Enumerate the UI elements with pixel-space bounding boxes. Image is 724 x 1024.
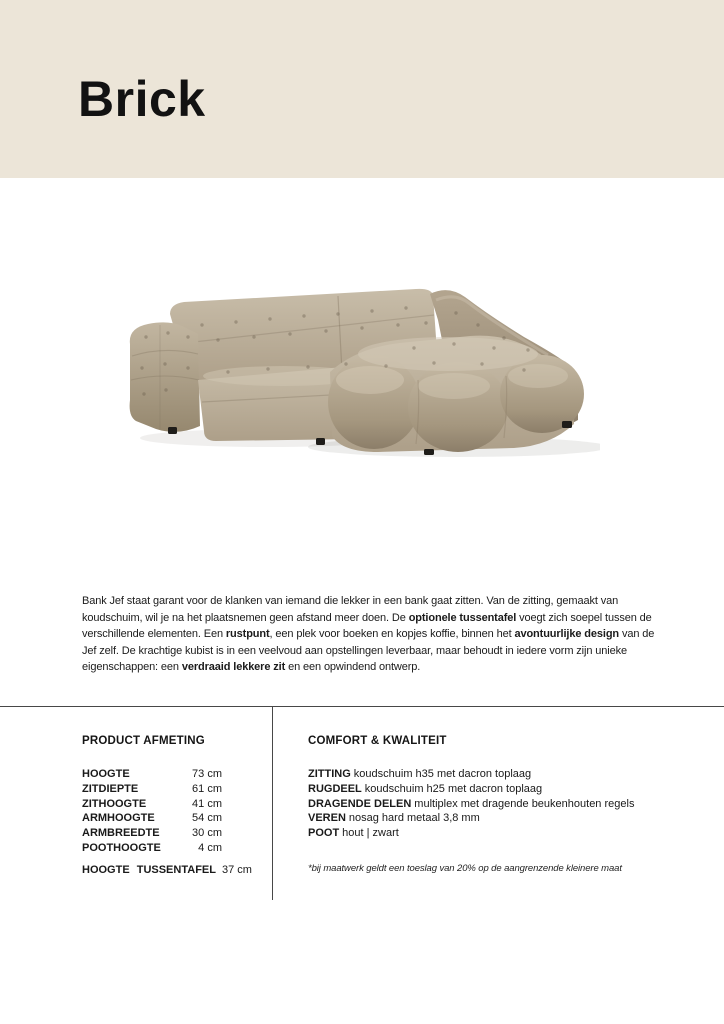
table-row bbox=[82, 782, 222, 797]
table-row bbox=[82, 826, 222, 841]
table-row bbox=[82, 841, 222, 856]
spec-value: 37 cm bbox=[222, 864, 252, 876]
table-row bbox=[308, 826, 648, 841]
dimensions-rows bbox=[82, 767, 222, 856]
table-row bbox=[82, 811, 222, 826]
spec-value: 54 cm bbox=[192, 812, 222, 825]
comfort-heading: COMFORT & KWALITEIT bbox=[308, 735, 447, 747]
table-row bbox=[82, 767, 222, 782]
spec-value: 30 cm bbox=[192, 827, 222, 839]
spec-label: RUGDEEL bbox=[308, 782, 362, 795]
table-row bbox=[308, 767, 648, 782]
dimensions-column bbox=[82, 735, 282, 876]
table-row bbox=[308, 782, 648, 797]
spec-value: 73 cm bbox=[192, 768, 222, 780]
spec-value: koudschuim h25 met dacron toplaag bbox=[364, 782, 543, 795]
spec-value: 61 cm bbox=[192, 782, 222, 795]
spec-label: ZITDIEPTE bbox=[82, 782, 139, 795]
sofa-left-arm bbox=[130, 322, 200, 431]
table-row bbox=[82, 797, 222, 812]
spec-value: koudschuim h35 met dacron toplaag bbox=[353, 768, 532, 780]
product-photo-sofa-illustration bbox=[118, 280, 600, 458]
spec-value: nosag hard metaal 3,8 mm bbox=[348, 812, 480, 825]
spec-value: multiplex met dragende beukenhouten regels bbox=[414, 797, 635, 810]
horizontal-divider bbox=[0, 706, 724, 707]
page-title: Brick bbox=[78, 71, 206, 127]
spec-label: HOOGTE bbox=[82, 768, 130, 780]
spec-label: ZITTING bbox=[308, 768, 351, 780]
spec-label: ARMHOOGTE bbox=[82, 812, 155, 825]
comfort-rows bbox=[308, 767, 648, 841]
spec-label: POOT bbox=[308, 827, 340, 839]
spec-value: 41 cm bbox=[192, 797, 222, 810]
spec-label: HOOGTE TUSSENTAFEL bbox=[82, 864, 216, 876]
spec-value: hout | zwart bbox=[342, 827, 399, 839]
spec-label: POOTHOOGTE bbox=[82, 841, 161, 854]
spec-value: 4 cm bbox=[198, 841, 222, 854]
table-row-tussentafel bbox=[82, 863, 282, 878]
table-row bbox=[308, 811, 648, 826]
product-description: Bank Jef staat garant voor de klanken van iemand die lekker in een bank gaat zitten. Van de zitting, gemaakt van koudschuim, wil je na het plaatsnemen geen afstand meer doen. De optionele tussentafel voegt zich soepel tussen de verschillende elementen. Een rustpunt, een plek voor boeken en kopjes koffie, binnen het avontuurlijke design van de Jef zelf. De krachtige kubist is in een veelvoud aan opstellingen leverbaar, maar behoudt in iedere vorm zijn unieke eigenschappen: een verdraaid lekkere zit en een opwindend ontwerp. bbox=[82, 595, 655, 674]
spec-label: ZITHOOGTE bbox=[82, 797, 147, 810]
spec-label: ARMBREEDTE bbox=[82, 827, 160, 839]
table-row bbox=[308, 797, 648, 812]
spec-label: VEREN bbox=[308, 812, 346, 825]
dimensions-heading: PRODUCT AFMETING bbox=[82, 735, 205, 747]
footnote: *bij maatwerk geldt een toeslag van 20% op de aangrenzende kleinere maat bbox=[308, 863, 622, 874]
spec-label: DRAGENDE DELEN bbox=[308, 797, 412, 810]
comfort-column bbox=[308, 735, 648, 839]
